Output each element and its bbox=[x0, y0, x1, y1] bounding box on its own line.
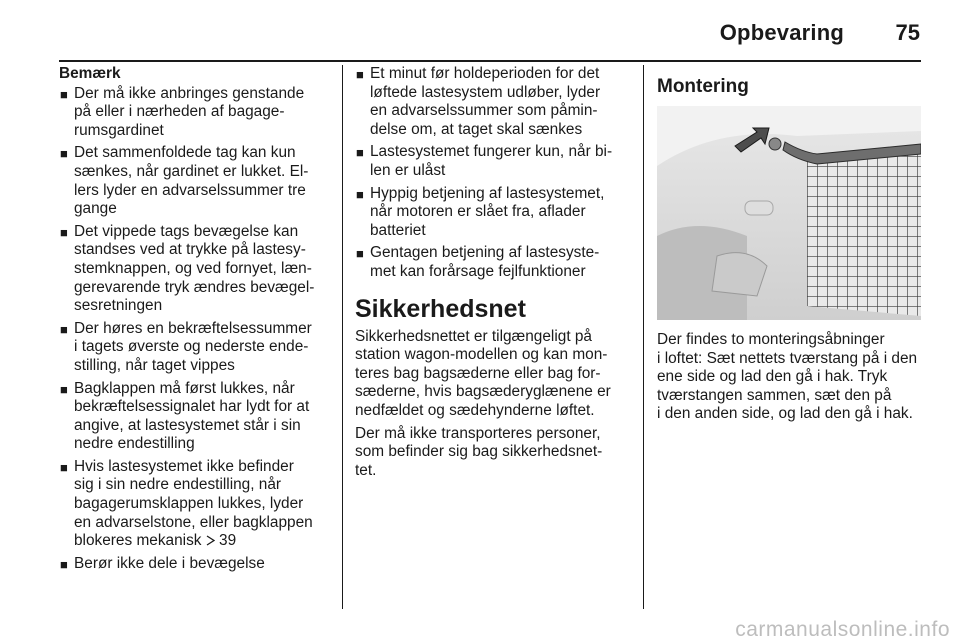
text-line: Der må ikke transporteres personer, bbox=[355, 424, 601, 442]
seat-detail bbox=[712, 253, 767, 296]
square-bullet-icon: ■ bbox=[60, 321, 68, 337]
text-line: nedfældet og sædehynderne løftet. bbox=[355, 401, 595, 419]
mounting-heading: Montering bbox=[657, 76, 749, 97]
text-line: tet. bbox=[355, 461, 377, 479]
text-line: Der må ikke anbringes genstande bbox=[74, 84, 305, 102]
interior-handle bbox=[745, 201, 773, 215]
text-line: når motoren er slået fra, aflader bbox=[370, 203, 586, 221]
text-line: Sikkerhedsnettet er tilgængeligt på bbox=[355, 327, 592, 345]
square-bullet-icon: ■ bbox=[356, 246, 364, 262]
text-line: Det vippede tags bevægelse kan bbox=[74, 222, 299, 240]
bullet-list bbox=[355, 65, 633, 282]
text-line: teres bag bagsæderne eller bag for- bbox=[355, 364, 601, 382]
text-line: lers lyder en advarselssummer tre bbox=[74, 181, 306, 199]
text-line: Lastesystemet fungerer kun, når bi- bbox=[370, 143, 613, 161]
square-bullet-icon: ■ bbox=[60, 459, 68, 475]
text-line: Bagklappen må først lukkes, når bbox=[74, 379, 295, 397]
bullet-item bbox=[355, 185, 633, 241]
square-bullet-icon: ■ bbox=[356, 186, 364, 202]
text-line: sæderne, hvis bagsæderyglænene er bbox=[355, 383, 611, 401]
section-heading: Sikkerhedsnet bbox=[355, 294, 526, 323]
text-line: sesretningen bbox=[74, 297, 163, 315]
square-bullet-icon: ■ bbox=[60, 556, 68, 572]
bullet-item bbox=[59, 458, 331, 551]
text-line: en advarselssummer som påmin- bbox=[370, 102, 598, 120]
text-line: på eller i nærheden af bagage- bbox=[74, 103, 285, 121]
safety-net-mesh bbox=[807, 150, 921, 316]
text-line: løftede lastesystem udløber, lyder bbox=[370, 83, 601, 101]
text-line: som befinder sig bag sikkerhedsnet- bbox=[355, 443, 603, 461]
note-bullet-list bbox=[59, 85, 331, 574]
text-line: en advarselstone, eller bagklappen bbox=[74, 513, 313, 531]
text-line: bekræftelsessignalet har lydt for at bbox=[74, 398, 310, 416]
mounting-text bbox=[657, 331, 921, 424]
note-heading: Bemærk bbox=[59, 65, 121, 82]
text-line: angive, at lastesystemet står i sin bbox=[74, 416, 301, 434]
bullet-item bbox=[59, 380, 331, 454]
paragraph-warning bbox=[355, 425, 633, 481]
column-divider-left bbox=[342, 65, 343, 609]
bullet-item bbox=[59, 144, 331, 218]
text-line: ene side og lad den gå i hak. Tryk bbox=[657, 368, 888, 386]
text-line: Hyppig betjening af lastesystemet, bbox=[370, 184, 605, 202]
square-bullet-icon: ■ bbox=[60, 381, 68, 397]
column-left bbox=[59, 65, 331, 577]
text-line: batteriet bbox=[370, 221, 426, 239]
watermark: carmanualsonline.info bbox=[735, 618, 950, 641]
bullet-item bbox=[59, 85, 331, 141]
text-line: nedre endestilling bbox=[74, 435, 195, 453]
bullet-item bbox=[355, 244, 633, 281]
square-bullet-icon: ■ bbox=[60, 86, 68, 102]
page-header-title: Opbevaring bbox=[719, 20, 844, 45]
square-bullet-icon: ■ bbox=[356, 67, 364, 82]
text-line: tværstangen sammen, sæt den på bbox=[657, 386, 892, 404]
column-middle bbox=[355, 65, 633, 484]
header-rule bbox=[59, 60, 921, 62]
text-line: stemknappen, og ved fornyet, læn- bbox=[74, 259, 312, 277]
text-line: Det sammenfoldede tag kan kun bbox=[74, 144, 296, 162]
square-bullet-icon: ■ bbox=[356, 145, 364, 161]
text-line: standses ved at trykke på lastesy- bbox=[74, 241, 306, 259]
paragraph-availability bbox=[355, 328, 633, 421]
text-line: sig i sin nedre endestilling, når bbox=[74, 476, 282, 494]
column-right bbox=[657, 65, 921, 609]
text-line: Gentagen betjening af lastesyste- bbox=[370, 244, 600, 262]
text-line: Berør ikke dele i bevægelse bbox=[74, 554, 265, 572]
mounting-opening bbox=[769, 138, 781, 150]
page-number: 75 bbox=[895, 20, 920, 45]
text-line: len er ulåst bbox=[370, 161, 446, 179]
bullet-item bbox=[355, 143, 633, 180]
text-line: sænkes, når gardinet er lukket. El- bbox=[74, 162, 309, 180]
text-line: gange bbox=[74, 200, 117, 218]
text-line: Et minut før holdeperioden for det bbox=[370, 65, 600, 82]
page-reference-number: 39 bbox=[219, 532, 237, 550]
text-line: i loftet: Sæt nettets tværstang på i den bbox=[657, 349, 918, 367]
bullet-item bbox=[59, 555, 331, 574]
text-line: blokeres mekanisk bbox=[74, 532, 202, 550]
square-bullet-icon: ■ bbox=[60, 146, 68, 162]
text-line: i tagets øverste og nederste ende- bbox=[74, 338, 309, 356]
text-line: Der findes to monteringsåbninger bbox=[657, 331, 885, 348]
text-line: Der høres en bekræftelsessummer bbox=[74, 319, 312, 337]
column-divider-right bbox=[643, 65, 644, 609]
text-line: station wagon-modellen og kan mon- bbox=[355, 346, 608, 364]
bullet-item bbox=[59, 320, 331, 376]
text-line: rumsgardinet bbox=[74, 121, 164, 139]
text-line: i den anden side, og lad den gå i hak. bbox=[657, 405, 913, 423]
text-line: gerevarende tryk ændres bevægel- bbox=[74, 278, 315, 296]
text-line: stilling, når taget vippes bbox=[74, 356, 235, 374]
text-line: met kan forårsage fejlfunktioner bbox=[370, 262, 586, 280]
text-line: bagagerumsklappen lukkes, lyder bbox=[74, 495, 304, 513]
bullet-item bbox=[355, 65, 633, 139]
square-bullet-icon: ■ bbox=[60, 224, 68, 240]
text-line: Hvis lastesystemet ikke befinder bbox=[74, 457, 294, 475]
safety-net-illustration bbox=[657, 106, 921, 320]
bullet-item bbox=[59, 223, 331, 316]
text-line: delse om, at taget skal sænkes bbox=[370, 120, 583, 138]
page-reference-arrow-icon[interactable] bbox=[206, 532, 215, 551]
